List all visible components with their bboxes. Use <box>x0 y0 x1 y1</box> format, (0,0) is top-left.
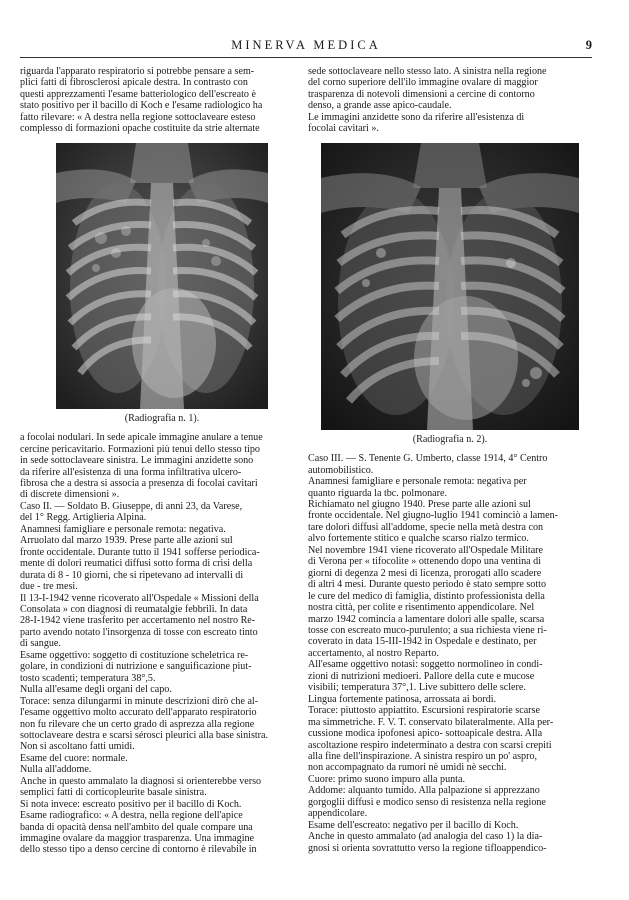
text-line: non fu rilevare che un certo grado di asprezza alla regione <box>20 718 255 730</box>
text-line: ma simmetriche. F. V. T. conservato bilateralmente. Alla per- <box>308 716 554 728</box>
text-line: Si nota invece: escreato positivo per il bacillo di Koch. <box>20 798 242 810</box>
text-line: accertamento, al nostro Reparto. <box>308 647 439 659</box>
radiograph-2-figure <box>321 143 579 445</box>
text-line: fronte occidentale. Nel giugno-luglio 1941 cominciò a lamen- <box>308 510 559 522</box>
text-line: Anamnesi famigliare e personale remota: negativa. <box>20 523 226 535</box>
text-line: Addome: alquanto tumido. Alla palpazione si apprezzano <box>308 785 540 797</box>
page-header <box>20 38 592 54</box>
text-line: Cuore: primo suono impuro alla punta. <box>308 773 465 785</box>
text-line: parto avendo notato l'insorgenza di tosse con escreato tinto <box>20 626 258 638</box>
text-line: alvo fortemente stitico e qualche scarso rialzo termico. <box>308 533 529 545</box>
text-line: tosse con escreato muco-purulento; a sua richiesta viene ri- <box>308 624 547 636</box>
text-line: Esame del cuore: normale. <box>20 752 128 764</box>
text-line: non accompagnato da rumori nè umidi nè secchi. <box>308 762 507 774</box>
text-line: coverato in data 15-III-1942 in Ospedale e destinato, per <box>308 636 537 648</box>
text-line: due - tre mesi. <box>20 581 78 593</box>
text-line: l'esame oggettivo molto accurato dell'apparato respiratorio <box>20 707 257 719</box>
text-line: di discrete dimensioni ». <box>20 489 120 501</box>
text-line: focolai cavitari ». <box>308 123 379 135</box>
text-line: Esame oggettivo: soggetto di costituzione scheletrica re- <box>20 649 249 661</box>
text-line: Esame radiografico: « A destra, nella regione dell'apice <box>20 810 243 822</box>
text-line: alla fine dell'inspirazione. A sinistra respiro un po' aspro, <box>308 750 538 762</box>
text-line: zioni di nutrizioni medioeri. Pallore della cute e mucose <box>308 670 535 682</box>
text-line: riguarda l'apparato respiratorio si potrebbe pensare a sem- <box>20 66 255 77</box>
text-line: ascoltazione respiro indeterminato a destra con scarsi crepiti <box>308 739 552 751</box>
text-line: gnosi si orienta sovrattutto verso la regione tifloappendico- <box>308 842 547 854</box>
text-line: Caso II. — Soldato B. Giuseppe, di anni 23, da Varese, <box>20 500 243 512</box>
text-line: da riferire all'esistenza di una forma infiltrativa ulcero- <box>20 466 242 478</box>
text-line: denso, a grande asse apico-caudale. <box>308 100 452 112</box>
text-line: plici fatti di fibrosclerosi apicale destra. In contrasto con <box>20 77 248 89</box>
text-line: semplici fatti di corticopleurite basale sinistra. <box>20 787 207 799</box>
text-line: in sede sottoclaveare sinistra. Le immagini anzidette sono <box>20 455 254 467</box>
text-line: Le immagini anzidette sono da riferire all'esistenza di <box>308 111 525 123</box>
text-line: gorgoglii diffusi e modico senso di resistenza nella regione <box>308 796 546 808</box>
text-line: stato positivo per il bacillo di Koch e l'esame radiologico ha <box>20 100 263 112</box>
text-line: Lingua fortemente patinosa, arrossata ai bordi. <box>308 693 497 705</box>
text-line: le cure del medico di famiglia, distinto professionista della <box>308 590 545 602</box>
text-line: Nulla all'addome. <box>20 764 92 776</box>
radiograph-1-figure <box>56 143 268 424</box>
text-line: visibili; temperatura 37°,1. Live subittero delle sclere. <box>308 682 526 694</box>
text-line: Torace: piuttosto appiattito. Escursioni respiratorie scarse <box>308 705 540 717</box>
text-line: Il 13-I-1942 venne ricoverato all'Ospedale « Missioni della <box>20 592 259 604</box>
text-line: 28-I-1942 viene trasferito per accertamento nel nostro Re- <box>20 615 256 627</box>
text-line: di Verona per « tifocolite » ottenendo dopo una ventina di <box>308 556 542 568</box>
text-line: dello stesso tipo a denso cercine di contorno è rilevabile in <box>20 844 257 856</box>
text-line: Arruolato dal marzo 1939. Prese parte alle azioni sul <box>20 535 233 547</box>
text-line: fibrosa che a destra si associa a presenza di focolai cavitari <box>20 477 258 489</box>
text-line: a focolai nodulari. In sede apicale immagine anulare a tenue <box>20 432 263 444</box>
text-line: di altri 4 mesi. Durante questo periodo è stato sempre sotto <box>308 579 546 591</box>
text-line: Torace: senza dilungarmi in minute descrizioni dirò che al- <box>20 695 259 707</box>
radiograph-2-image <box>321 143 579 430</box>
text-line: trasparenza di notevoli dimensioni a cercine di contorno <box>308 88 535 100</box>
text-line: banda di opacità densa nell'ambito del quale compare una <box>20 821 253 833</box>
text-line: cercine pericavitario. Formazioni più tenui dello stesso tipo <box>20 443 260 455</box>
text-line: fatto rilevare: « A destra nella regione sottoclaveare esteso <box>20 111 256 123</box>
journal-title: MINERVA MEDICA <box>231 38 381 52</box>
left-top-text <box>20 66 304 135</box>
text-line: sede sottoclaveare nello stesso lato. A sinistra nella regione <box>308 66 547 77</box>
text-line: appendicolare. <box>308 808 368 820</box>
text-line: Non si ascoltano fatti umidi. <box>20 741 135 753</box>
text-line: Consolata » con diagnosi di reumatalgie febbrili. In data <box>20 603 248 615</box>
text-line: durata di 8 - 10 giorni, che si ripetevano ad intervalli di <box>20 569 244 581</box>
text-line: automobilistico. <box>308 464 374 476</box>
text-line: All'esame oggettivo notasi: soggetto normolineo in condi- <box>308 659 543 671</box>
text-line: Anamnesi famigliare e personale remota: negativa per <box>308 476 527 488</box>
text-line: Anche in questo ammalato la diagnosi si orienterebbe verso <box>20 775 262 787</box>
radiograph-2-caption: (Radiografia n. 2). <box>412 433 488 445</box>
text-line: giorni di degenza 2 mesi di licenza, prorogati allo scadere <box>308 567 542 579</box>
text-line: quanto riguarda la tbc. polmonare. <box>308 487 448 499</box>
text-line: mente di dolori reumatici diffusi sotto forma di crisi della <box>20 558 253 570</box>
text-line: Nulla all'esame degli organi del capo. <box>20 684 172 696</box>
text-line: Richiamato nel giugno 1940. Prese parte alle azioni sul <box>308 498 531 510</box>
text-line: tosto scadenti; temperatura 38°,5. <box>20 672 156 684</box>
text-line: immagine ovalare da maggior trasparenza. Una immagine <box>20 833 255 845</box>
left-column <box>20 66 304 856</box>
left-bottom-text <box>20 432 304 856</box>
text-line: Anche in questo ammalato (ad analogia del caso 1) la dia- <box>308 831 543 843</box>
text-line: fronte occidentale. Durante tutto il 1941 sofferse periodica- <box>20 546 260 558</box>
text-line: Esame dell'escreato: negativo per il bacillo di Koch. <box>308 819 519 831</box>
radiograph-1-caption: (Radiografia n. 1). <box>124 412 200 424</box>
text-line: tare dolori diffusi all'addome, specie nella metà destra con <box>308 521 544 533</box>
radiograph-1-image <box>56 143 268 409</box>
text-line: sottoclaveare destra e scarsi sérosci pleurici alla base sinistra. <box>20 729 269 741</box>
text-line: del corno superiore dell'ilo immagine ovalare di maggior <box>308 77 538 89</box>
text-line: del 1° Regg. Artiglieria Alpina. <box>20 512 147 524</box>
text-line: nostra città, per colite e risentimento appendicolare. Nel <box>308 602 535 614</box>
right-top-text <box>308 66 592 135</box>
page-number: 9 <box>585 38 592 52</box>
text-line: Nel novembre 1941 viene ricoverato all'Ospedale Militare <box>308 544 544 556</box>
text-line: questi apprezzamenti l'esame batteriologico dell'escreato è <box>20 88 256 100</box>
text-line: golare, in condizioni di nutrizione e sanguificazione piut- <box>20 661 252 673</box>
header-rule <box>20 57 592 58</box>
text-line: cussione modica ipofonesi apico- sottoapicale destra. Alla <box>308 728 543 740</box>
text-line: marzo 1942 comincia a lamentare dolori alle spalle, scarsa <box>308 613 545 625</box>
right-column <box>308 66 592 854</box>
text-line: di sangue. <box>20 638 61 650</box>
text-line: complesso di formazioni opache costituite da strie alternate <box>20 123 260 135</box>
text-line: Caso III. — S. Tenente G. Umberto, classe 1914, 4° Centro <box>308 453 548 465</box>
right-bottom-text <box>308 453 592 854</box>
